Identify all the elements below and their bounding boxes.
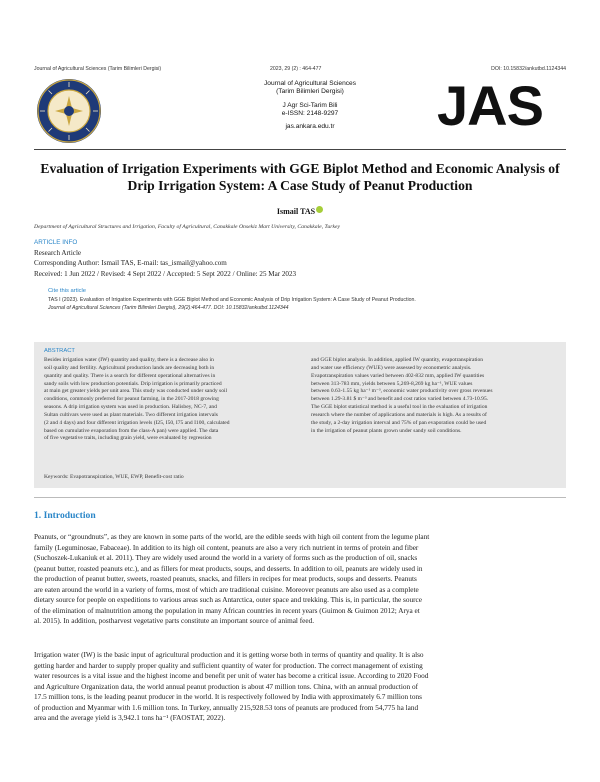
abstract-line: Evapotranspiration values varied between 402-832 mm, applied IW quantities bbox=[311, 372, 485, 379]
journal-abbreviation: J Agr Sci-Tarim Bili bbox=[282, 101, 338, 109]
header-divider bbox=[34, 149, 566, 150]
abstract-label: ABSTRACT bbox=[44, 348, 75, 354]
paragraph bbox=[34, 650, 566, 724]
text-line: getting harder and harder to supply proper quality and sufficient quantity of water for production. The correct management of existing bbox=[34, 661, 423, 670]
title-line: Evaluation of Irrigation Experiments with GGE Biplot Method and Economic Analysis of bbox=[40, 161, 560, 176]
abstract-line: soil quality and fertility. Agricultural production lands are decreasing both in bbox=[44, 364, 215, 371]
abstract-line: The GGE biplot statistical method is a useful tool in the evaluation of irrigation bbox=[311, 404, 488, 411]
orcid-icon[interactable] bbox=[316, 206, 323, 213]
abstract-line: and GGE biplot analysis. In addition, applied IW quantity, evapotranspiration bbox=[311, 357, 484, 363]
abstract-line: the study, a 2-day irrigation interval and 75% of pan evaporation could be used bbox=[311, 419, 487, 426]
abstract-line: research where the number of applications and materials is high. As a results of bbox=[311, 411, 487, 418]
text-line: Irrigation water (IW) is the basic input of agricultural production and it is getting worse both in terms of quantity and quality. It is also bbox=[34, 651, 424, 659]
abstract-line: between 1.29-3.81 $ m⁻³ and benefit and cost ratios varied between 4.73-10.95. bbox=[311, 396, 489, 403]
abstract-line: based on cumulative evaporation from the class-A pan) were applied. The data bbox=[44, 427, 219, 434]
article-type: Research Article bbox=[34, 249, 82, 258]
abstract-right-column bbox=[311, 357, 564, 435]
article-title bbox=[34, 160, 566, 194]
text-line: Peanuts, or “groundnuts”, as they are known in some parts of the world, are the edible seeds with high oil content from the legume plant bbox=[34, 533, 430, 541]
abstract-line: Besides irrigation water (IW) quantity and quality, there is a decrease also in bbox=[44, 357, 214, 363]
article-dates: Received: 1 Jun 2022 / Revised: 4 Sept 2022 / Accepted: 5 Sept 2022 / Online: 25 Mar 2023 bbox=[34, 269, 297, 278]
abstract-left-column bbox=[44, 357, 297, 443]
affiliation: Department of Agricultural Structures and Irrigation, Faculty of Agricultural, Canakkale Onsekiz Mart University, Canakkale, Turkey bbox=[34, 224, 341, 230]
text-line: of the elimination of malnutrition among the population in many African countries in recent years (Guimon & Guimon 2012; Arya et bbox=[34, 606, 420, 615]
journal-masthead bbox=[225, 80, 395, 131]
university-seal-logo bbox=[36, 78, 102, 144]
abstract-line: seasons. A drip irrigation system was used in production. Halisbey, NC-7, and bbox=[44, 404, 217, 411]
abstract-line: quantity and quality. There is a search for different operational alternatives in bbox=[44, 372, 216, 379]
abstract-box bbox=[34, 342, 566, 488]
journal-name-turkish: (Tarim Bilimleri Dergisi) bbox=[276, 88, 344, 96]
doi: DOI: 10.15832/ankutbd.1124344 bbox=[491, 66, 566, 72]
text-line: dietary source for people on expeditions to various areas such as Antarctica, outer space and trekking. This is, in particular, the source bbox=[34, 596, 422, 605]
volume-pages: 2023, 29 (2) : 464-477 bbox=[270, 66, 322, 72]
text-line: (Suchoszek-Lukaniuk et al. 2011). They are widely used around the world in a variety of forms such as the production of oil, snacks bbox=[34, 554, 418, 563]
paragraph bbox=[34, 532, 566, 627]
abstract-line: between 0.63-1.55 kg ha⁻¹ m⁻³, economic water productivity over gross revenues bbox=[311, 388, 493, 395]
text-line: water resources is a vital issue and the highest income and benefit per unit of water has become a critical issue. According to 2020 Food bbox=[34, 672, 429, 681]
abstract-line: and water use efficiency (WUE) were assessed by econometric analysis. bbox=[311, 364, 472, 371]
text-line: and Agriculture Organization data, the world annual peanut production is about 47 million tons. China, with an annual production of bbox=[34, 682, 419, 691]
title-line: Drip Irrigation System: A Case Study of Peanut Production bbox=[127, 178, 473, 193]
citation-line: Journal of Agricultural Sciences (Tarim Bilimleri Dergisi), 29(2):464-477. DOI: 10.15832/ankutbd.1124344 bbox=[48, 304, 289, 311]
citation-block bbox=[34, 288, 566, 312]
text-line: of production and Myanmar with 1.6 million tons. In Turkey, annually 215,928.53 tons of peanuts are produced from 54,775 ha land bbox=[34, 703, 419, 712]
journal-website: jas.ankara.edu.tr bbox=[285, 123, 335, 131]
abstract-line: Sultan cultivars were used as plant materials. Two different irrigation intervals bbox=[44, 411, 218, 418]
article-info bbox=[34, 238, 566, 279]
author-line bbox=[0, 206, 600, 216]
abstract-line: in the irrigation of peanut plants grown under sandy soil conditions. bbox=[311, 427, 462, 434]
article-info-label: ARTICLE INFO bbox=[34, 239, 78, 246]
text-line: are eaten around the world in a variety of forms, most of which are traditional cuisine. Moreover peanuts are also used as a complete bbox=[34, 585, 419, 594]
eissn: e-ISSN: 2148-9297 bbox=[281, 109, 339, 117]
citation-line: TAS I (2023). Evaluation of Irrigation Experiments with GGE Biplot Method and Economic Analysis of Drip Irrigation System: A Case Study of Peanut Production. bbox=[48, 297, 416, 303]
cite-label: Cite this article bbox=[48, 288, 87, 294]
text-line: al. 2015). In addition, postharvest vegetative parts constitute an important source of animal feed. bbox=[34, 617, 315, 626]
corresponding-author: Corresponding Author: Ismail TAS, E-mail: tas_ismail@yahoo.com bbox=[34, 259, 227, 268]
journal-running-title: Journal of Agricultural Sciences (Tarim Bilimleri Dergisi) bbox=[34, 66, 162, 72]
text-line: family (Leguminosae, Fabaceae). In addition to its high oil content, peanuts are also a very rich nutrient in terms of protein and fiber bbox=[34, 543, 419, 552]
section-heading: 1. Introduction bbox=[34, 510, 96, 521]
text-line: area and the average yield is 3,942.1 tons ha⁻¹ (FAOSTAT, 2022). bbox=[34, 714, 226, 723]
text-line: the production of peanut butter, sweets, roasted peanuts, snacks, and fillers in recipes for meat products, soups and desserts. Peanuts bbox=[34, 575, 417, 584]
journal-name: Journal of Agricultural Sciences bbox=[264, 80, 356, 87]
abstract-line: sandy soils with low production potentials. Drip irrigation is primarily practiced bbox=[44, 380, 222, 387]
abstract-line: at main get greater yields per unit area. This study was conducted under sandy soil bbox=[44, 388, 228, 395]
author-name: Ismail TAS bbox=[276, 207, 316, 216]
section-divider bbox=[34, 497, 566, 498]
abstract-line: of five vegetative traits, including grain yield, were evaluated by regression bbox=[44, 435, 212, 442]
jas-logo: JAS bbox=[437, 74, 543, 137]
abstract-line: conditions, commonly preferred for peanut farming, in the 2017-2018 growing bbox=[44, 396, 219, 403]
text-line: 17.5 million tons, is the leading peanut producer in the world. It is respectively followed by India with approximately 6.7 million tons bbox=[34, 693, 423, 702]
abstract-line: between 313-783 mm, yields between 5,269-8,269 kg ha⁻¹, WUE values bbox=[311, 380, 473, 387]
abstract-line: (2 and 4 days) and four different irrigation levels (I25, I50, I75 and I100, calculated bbox=[44, 419, 230, 426]
keywords: Keywords: Evapotranspiration, WUE, EWP, Benefit-cost ratio bbox=[44, 474, 184, 480]
text-line: (peanut butter, roasted peanuts etc.), and as fillers for meat products, soups, and desserts. In addition to oil, peanuts are widely used in bbox=[34, 564, 423, 573]
